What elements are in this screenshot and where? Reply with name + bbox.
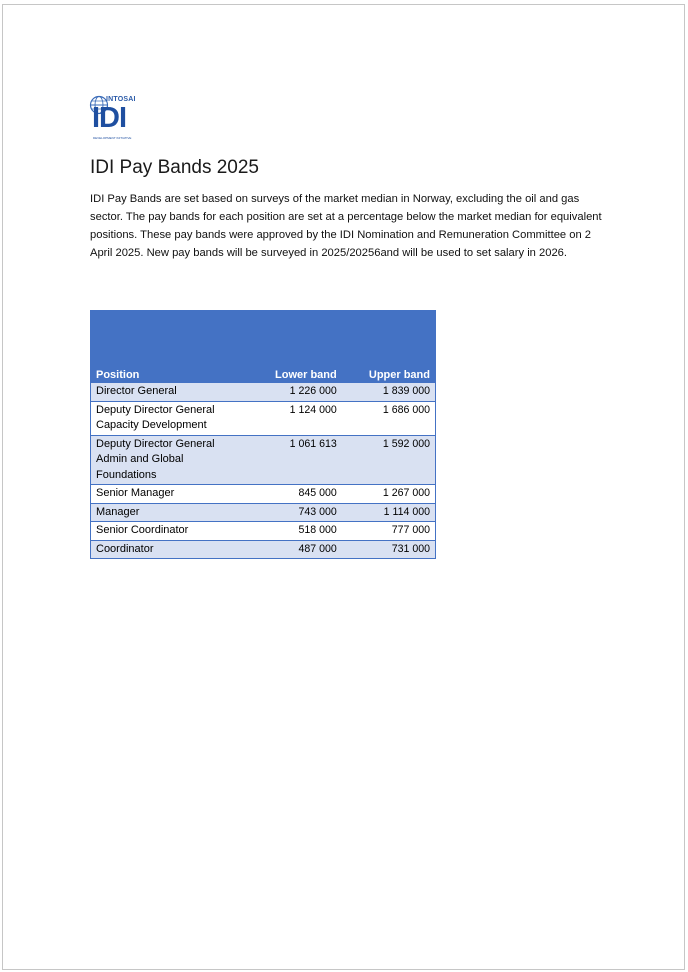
cell-upper-band: 1 114 000 xyxy=(342,503,436,522)
cell-position: Director General xyxy=(91,383,251,402)
pay-bands-table xyxy=(90,310,436,559)
cell-lower-band: 487 000 xyxy=(250,540,342,559)
cell-upper-band: 1 267 000 xyxy=(342,485,436,504)
intro-paragraph: IDI Pay Bands are set based on surveys of the market median in Norway, excluding the oil and gas sector. The pay bands for each position are set at a percentage below the market median for equivalent positions. These pay bands were approved by the IDI Nomination and Remuneration Committee on 2 April 2025. New pay bands will be surveyed in 2025/20256and will be used to set salary in 2026. xyxy=(90,193,602,259)
cell-position: Deputy Director General Admin and Global Foundations xyxy=(91,435,251,485)
cell-lower-band: 743 000 xyxy=(250,503,342,522)
document-page xyxy=(2,4,685,970)
header-upper-band: Upper band xyxy=(342,311,436,383)
cell-position: Manager xyxy=(91,503,251,522)
table-header-row xyxy=(91,311,436,383)
cell-upper-band: 1 839 000 xyxy=(342,383,436,402)
logo-tagline: DEVELOPMENT INITIATIVE xyxy=(93,136,132,140)
header-position: Position xyxy=(91,311,251,383)
table-row xyxy=(91,503,436,522)
cell-position: Senior Manager xyxy=(91,485,251,504)
table-row xyxy=(91,401,436,435)
idi-logo xyxy=(89,93,145,143)
cell-lower-band: 518 000 xyxy=(250,522,342,541)
cell-lower-band: 1 226 000 xyxy=(250,383,342,402)
table-row xyxy=(91,383,436,402)
table-row xyxy=(91,522,436,541)
cell-lower-band: 1 061 613 xyxy=(250,435,342,485)
page-title: IDI Pay Bands 2025 xyxy=(90,157,259,178)
table-row xyxy=(91,540,436,559)
logo-mark-text: IDI xyxy=(92,102,127,134)
logo-org-text: INTOSAI xyxy=(106,96,136,103)
cell-lower-band: 845 000 xyxy=(250,485,342,504)
header-lower-band: Lower band xyxy=(250,311,342,383)
table-row xyxy=(91,485,436,504)
table-row xyxy=(91,435,436,485)
cell-upper-band: 1 592 000 xyxy=(342,435,436,485)
cell-position: Deputy Director General Capacity Development xyxy=(91,401,251,435)
cell-upper-band: 777 000 xyxy=(342,522,436,541)
cell-lower-band: 1 124 000 xyxy=(250,401,342,435)
cell-position: Senior Coordinator xyxy=(91,522,251,541)
cell-position: Coordinator xyxy=(91,540,251,559)
cell-upper-band: 731 000 xyxy=(342,540,436,559)
cell-upper-band: 1 686 000 xyxy=(342,401,436,435)
